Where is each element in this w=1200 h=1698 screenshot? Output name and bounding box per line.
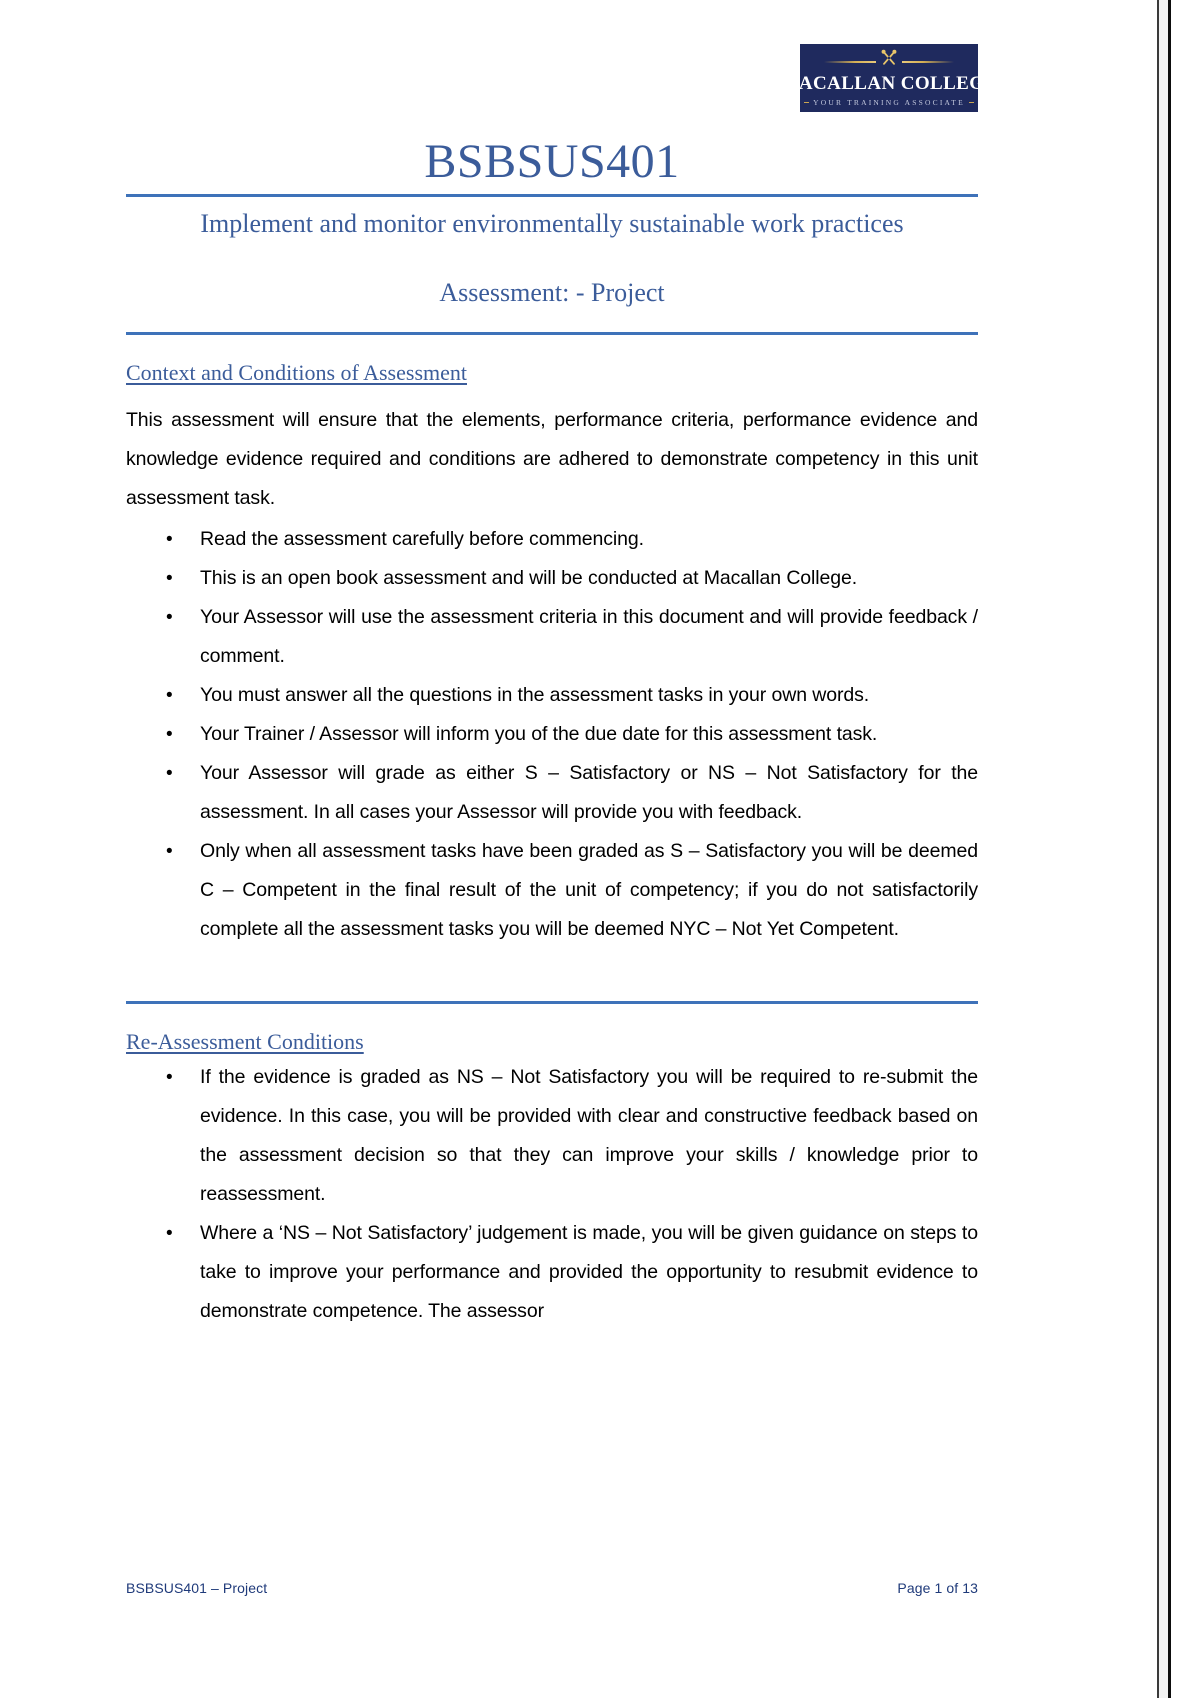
title-divider-top — [126, 194, 978, 197]
scan-edge-line-left — [1168, 0, 1171, 1698]
logo-tagline: YOUR TRAINING ASSOCIATE — [813, 98, 965, 107]
list-item — [126, 1214, 978, 1331]
section-heading-context: Context and Conditions of Assessment — [126, 360, 467, 385]
list-item — [126, 676, 978, 715]
logo-container — [126, 0, 998, 112]
list-item — [126, 598, 978, 676]
scan-edge-band — [1159, 0, 1168, 1698]
page-content — [126, 0, 998, 1331]
list-item-text: Your Assessor will grade as either S – Satisfactory or NS – Not Satisfactory for the assessment. In all cases your Assessor will provide you with feedback. — [200, 762, 978, 823]
list-item-text: You must answer all the questions in the assessment tasks in your own words. — [200, 684, 870, 706]
list-item-text: Read the assessment carefully before commencing. — [200, 528, 644, 550]
bullet-icon: • — [166, 1067, 173, 1088]
crossed-tools-icon — [879, 48, 899, 71]
macallan-college-logo — [780, 44, 998, 112]
list-item-text: This is an open book assessment and will be conducted at Macallan College. — [200, 567, 858, 589]
bullet-icon: • — [166, 568, 173, 589]
list-item-text: If the evidence is graded as NS – Not Satisfactory you will be required to re-submit the evidence. In this case, you will be provided with clear and constructive feedback based on the assessment decision so that they can improve your skills / knowledge prior to reassessment. — [200, 1066, 978, 1205]
logo-rule-right — [902, 61, 954, 63]
list-item-text: Your Trainer / Assessor will inform you of the due date for this assessment task. — [200, 723, 878, 745]
assessment-type-title: Assessment: - Project — [439, 278, 665, 307]
bullet-icon: • — [166, 1223, 173, 1244]
section-intro-context: This assessment will ensure that the elements, performance criteria, performance evidence and knowledge evidence required and conditions are adhered to demonstrate competency in this unit assessment task. — [126, 409, 978, 509]
logo-rule-left — [824, 61, 876, 63]
bullet-icon: • — [166, 529, 173, 550]
list-item — [126, 715, 978, 754]
context-conditions-list — [126, 520, 978, 949]
bullet-icon: • — [166, 685, 173, 706]
section-heading-reassessment: Re-Assessment Conditions — [126, 1029, 364, 1054]
logo-tagline-rule-left — [804, 102, 809, 103]
logo-tagline-row — [800, 98, 978, 107]
bullet-icon: • — [166, 724, 173, 745]
footer-left-text: BSBSUS401 – Project — [126, 1580, 268, 1596]
bullet-icon: • — [166, 607, 173, 628]
unit-code-title: BSBSUS401 — [424, 135, 680, 188]
bullet-icon: • — [166, 763, 173, 784]
scan-edge-line-right — [1157, 0, 1159, 1698]
list-item — [126, 559, 978, 598]
unit-title: Implement and monitor environmentally sustainable work practices — [200, 209, 904, 238]
page-footer — [126, 1580, 978, 1596]
list-item — [126, 754, 978, 832]
logo-name: MACALLAN COLLEGE — [780, 73, 998, 94]
logo-tagline-rule-right — [969, 102, 974, 103]
list-item-text: Where a ‘NS – Not Satisfactory’ judgement is made, you will be given guidance on steps to take to improve your performance and provided the opportunity to resubmit evidence to demonstrate competence. The assessor — [200, 1222, 978, 1322]
reassessment-conditions-list — [126, 1058, 978, 1331]
list-item-text: Your Assessor will use the assessment criteria in this document and will provide feedback / comment. — [200, 606, 978, 667]
title-divider-bottom — [126, 332, 978, 335]
logo-emblem — [800, 51, 978, 73]
list-item — [126, 832, 978, 949]
list-item-text: Only when all assessment tasks have been graded as S – Satisfactory you will be deemed C – Competent in the final result of the unit of competency; if you do not satisfactorily complete all the assessment tasks you will be deemed NYC – Not Yet Competent. — [200, 840, 978, 940]
footer-page-number: Page 1 of 13 — [897, 1580, 978, 1596]
section-divider — [126, 1001, 978, 1004]
list-item — [126, 1058, 978, 1214]
bullet-icon: • — [166, 841, 173, 862]
list-item — [126, 520, 978, 559]
